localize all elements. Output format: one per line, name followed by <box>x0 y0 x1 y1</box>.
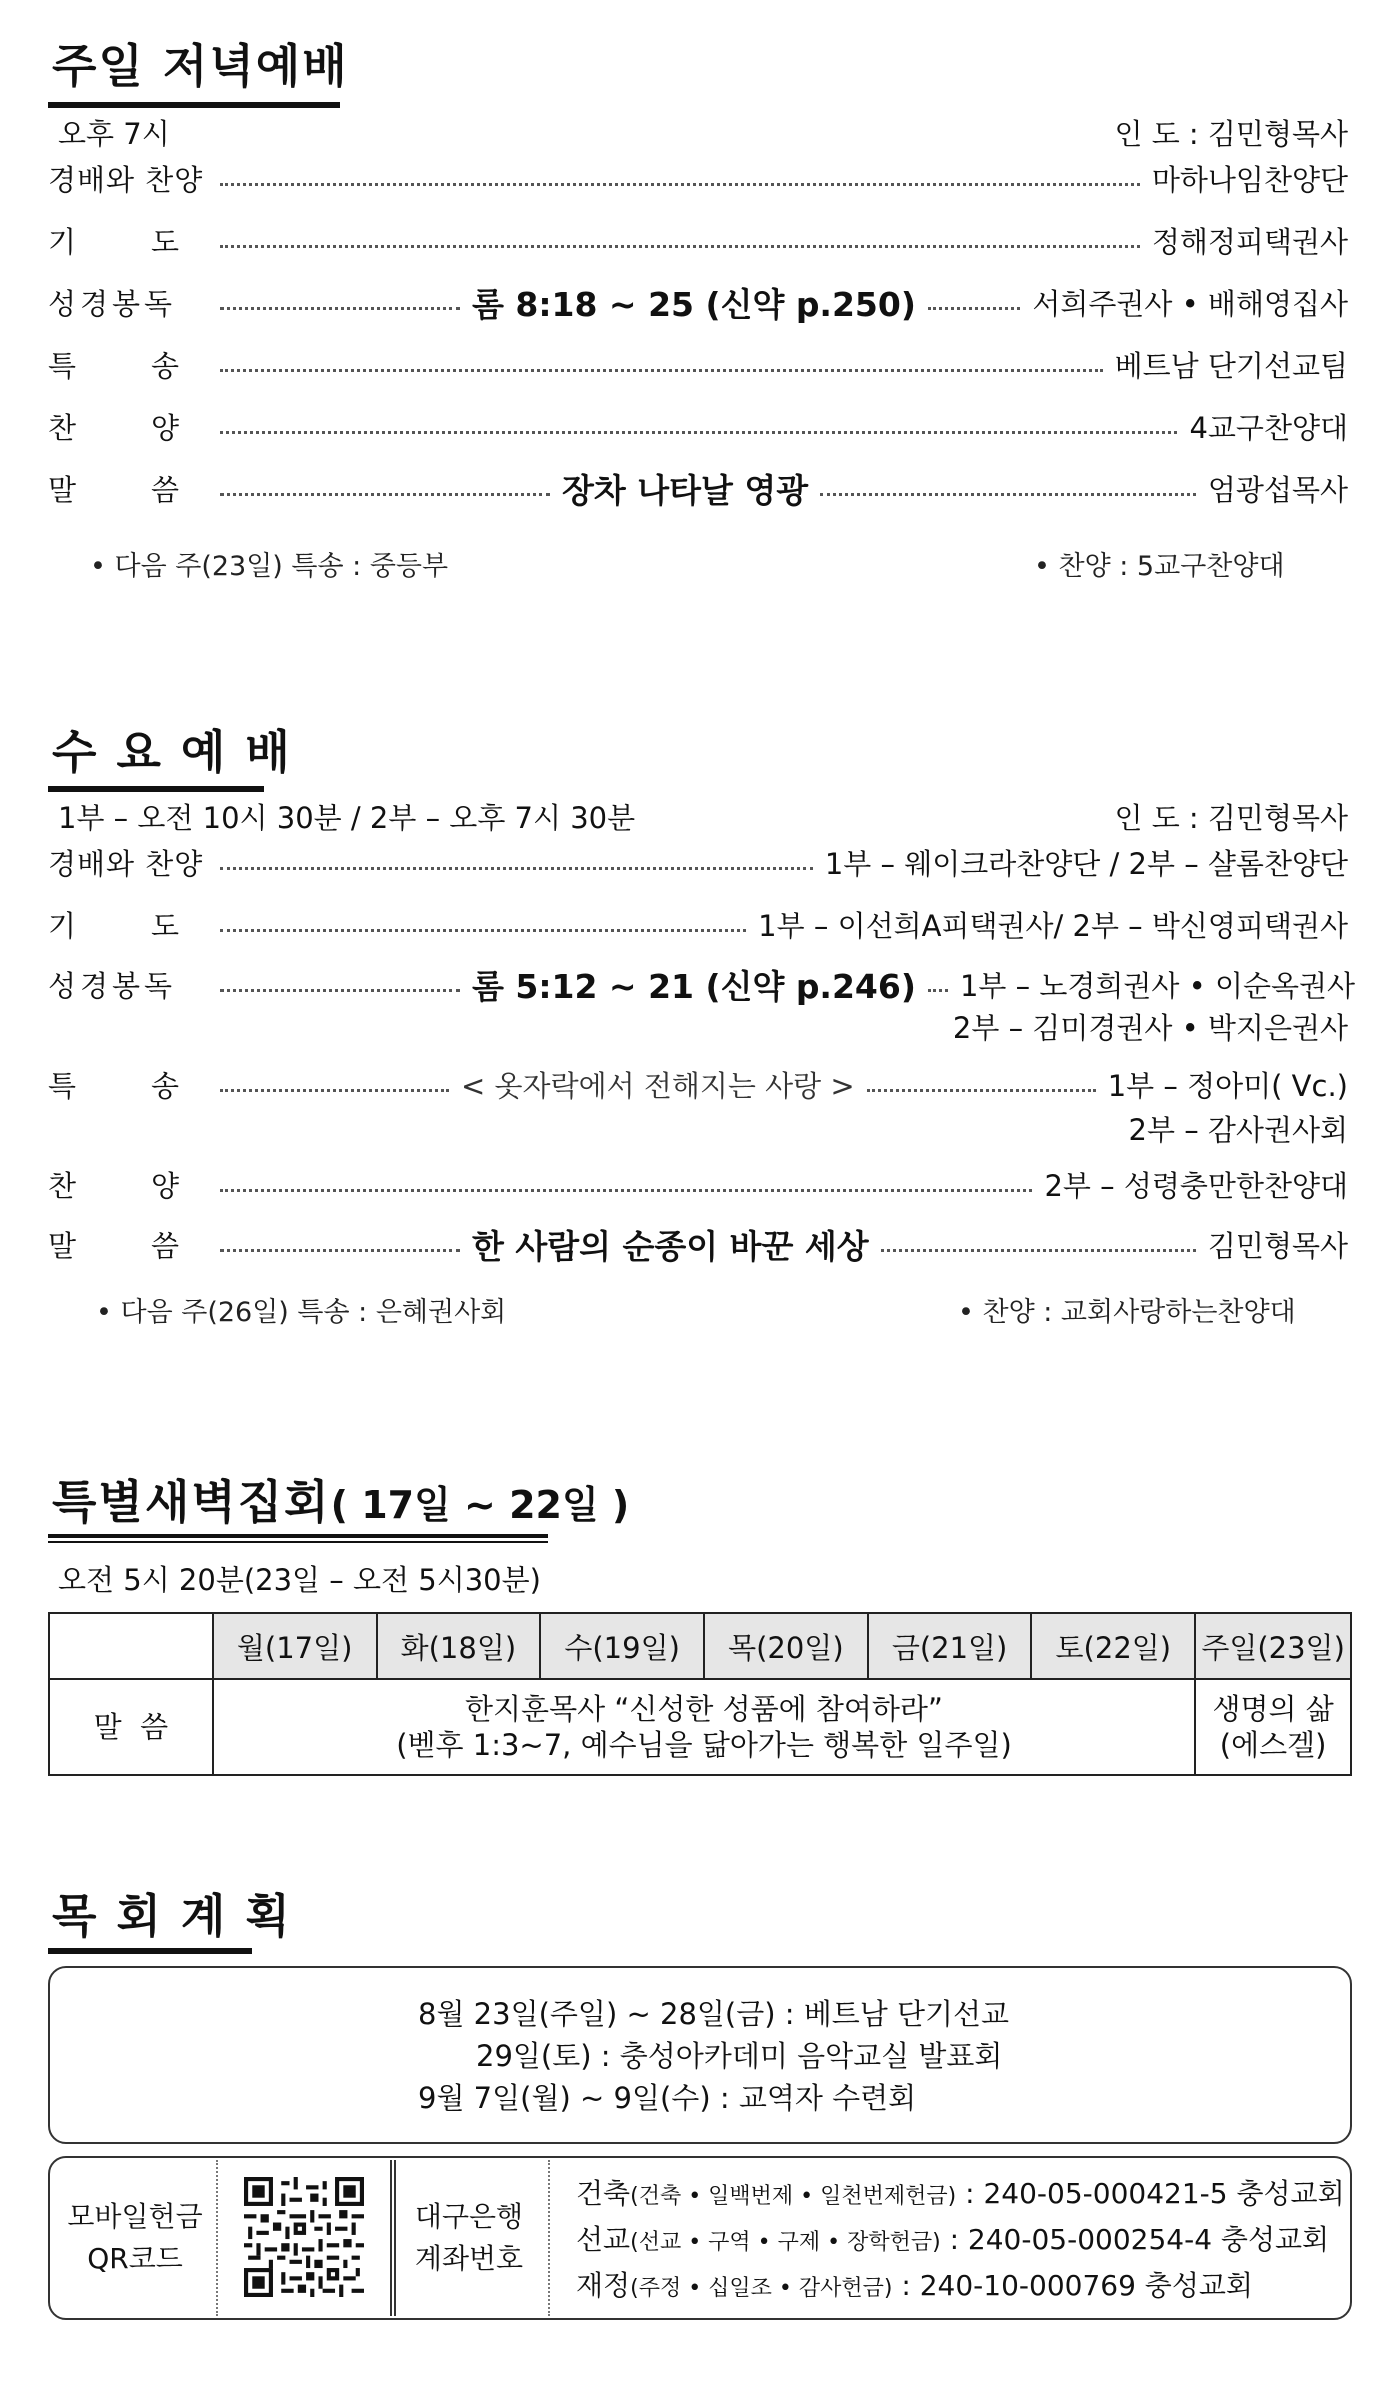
sermon-title: 장차 나타날 영광 <box>562 470 809 510</box>
sermon-title: 한 사람의 순종이 바꾼 세상 <box>472 1226 869 1266</box>
plan-line: 8월 23일(주일) ~ 28일(금) : 베트남 단기선교 <box>418 1997 1010 2031</box>
account-finance: 재정(주정 • 십일조 • 감사헌금) : 240-10-000769 충성교회 <box>576 2269 1253 2302</box>
row-right: 마하나임찬양단 <box>1151 162 1348 197</box>
dawn-time: 오전 5시 20분(23일 – 오전 5시30분) <box>58 1563 541 1597</box>
sunday-row-sermon <box>48 466 1348 510</box>
day-header: 화(18일) <box>377 1613 541 1679</box>
dawn-title: 특별새벽집회( 17일 ~ 22일 ) <box>52 1475 630 1529</box>
bank-account-label: 대구은행 계좌번호 <box>414 2200 524 2275</box>
sunday-row-prayer <box>48 218 1348 262</box>
day-header: 토(22일) <box>1031 1613 1195 1679</box>
special-song-title: < 옷자락에서 전해지는 사랑 > <box>461 1068 855 1103</box>
dawn-title-underline <box>48 1534 548 1538</box>
wednesday-row-scripture <box>48 962 1356 1006</box>
sunday-cell: 생명의 삶 (에스겔) <box>1195 1679 1351 1775</box>
row-right: 1부 – 정아미( Vc.) <box>1107 1068 1348 1103</box>
wednesday-row-sermon <box>48 1222 1348 1266</box>
wednesday-leader: 인 도 : 김민형목사 <box>1114 801 1348 835</box>
row-label: 성경봉독 <box>48 968 177 1003</box>
row-right: 정해정피택권사 <box>1151 224 1348 259</box>
row-label: 기 도 <box>48 908 180 943</box>
wednesday-time: 1부 – 오전 10시 30분 / 2부 – 오후 7시 30분 <box>58 801 636 835</box>
wednesday-title-underline <box>48 786 264 792</box>
day-header: 주일(23일) <box>1195 1613 1351 1679</box>
wednesday-next-week-special: • 다음 주(26일) 특송 : 은혜권사회 <box>96 1297 507 1328</box>
row-label: 성경봉독 <box>48 286 177 321</box>
row-label: 말 씀 <box>48 1228 180 1263</box>
sunday-row-praise <box>48 156 1348 200</box>
wednesday-special-2: 2부 – 감사권사회 <box>1128 1113 1348 1147</box>
table-row <box>49 1679 1351 1775</box>
sunday-next-week-choir: • 찬양 : 5교구찬양대 <box>1034 551 1285 582</box>
sunday-row-special <box>48 342 1348 386</box>
day-header: 금(21일) <box>868 1613 1032 1679</box>
table-header-row <box>49 1613 1351 1679</box>
row-right: 엄광섭목사 <box>1207 472 1348 507</box>
sermon-cell: 한지훈목사 “신성한 성품에 참여하라” (벧후 1:3~7, 예수님을 닮아가는 행복한 일주일) <box>213 1679 1195 1775</box>
sunday-row-choir <box>48 404 1348 448</box>
scripture-reference: 롬 5:12 ~ 21 (신약 p.246) <box>472 966 916 1006</box>
plan-line: 29일(토) : 충성아카데미 음악교실 발표회 <box>476 2039 1003 2073</box>
row-right: 김민형목사 <box>1207 1228 1348 1263</box>
wednesday-row-choir <box>48 1162 1348 1206</box>
plan-title-underline <box>48 1948 252 1954</box>
qr-code-icon[interactable] <box>244 2172 364 2302</box>
sunday-row-scripture <box>48 280 1348 324</box>
row-label: 찬 양 <box>48 1168 180 1203</box>
row-label: 경배와 찬양 <box>48 162 204 197</box>
plan-line: 9월 7일(월) ~ 9일(수) : 교역자 수련회 <box>418 2081 917 2115</box>
sunday-leader: 인 도 : 김민형목사 <box>1114 117 1348 151</box>
wednesday-title: 수 요 예 배 <box>52 725 292 779</box>
row-right: 4교구찬양대 <box>1189 410 1348 445</box>
row-label: 기 도 <box>48 224 180 259</box>
wednesday-row-prayer <box>48 902 1348 946</box>
account-building: 건축(건축 • 일백번제 • 일천번제헌금) : 240-05-000421-5 충성교회 <box>576 2177 1345 2210</box>
row-label: 찬 양 <box>48 410 180 445</box>
dawn-title-dates: ( 17일 ~ 22일 ) <box>330 1483 630 1527</box>
sunday-title: 주일 저녁예배 <box>52 39 349 93</box>
sunday-next-week-special: • 다음 주(23일) 특송 : 중등부 <box>90 551 449 582</box>
row-right: 서희주권사 • 배해영집사 <box>1032 286 1348 321</box>
scripture-reference: 롬 8:18 ~ 25 (신약 p.250) <box>472 284 916 324</box>
plan-title: 목 회 계 획 <box>52 1889 292 1943</box>
mobile-offering-label: 모바일헌금 QR코드 <box>67 2200 203 2275</box>
dawn-schedule-table <box>48 1612 1352 1776</box>
wednesday-next-week-choir: • 찬양 : 교회사랑하는찬양대 <box>958 1297 1296 1328</box>
sunday-time: 오후 7시 <box>58 117 170 151</box>
row-right: 1부 – 노경희권사 • 이순옥권사 <box>959 968 1356 1003</box>
row-label: 말 씀 <box>48 472 180 507</box>
row-label: 특 송 <box>48 348 180 383</box>
wednesday-row-special <box>48 1062 1348 1106</box>
wednesday-row-praise <box>48 840 1348 884</box>
row-label: 특 송 <box>48 1068 180 1103</box>
row-right: 2부 – 성령충만한찬양대 <box>1044 1168 1348 1203</box>
sunday-title-underline <box>48 102 340 108</box>
row-right: 1부 – 이선희A피택권사/ 2부 – 박신영피택권사 <box>758 908 1348 943</box>
day-header: 월(17일) <box>213 1613 377 1679</box>
row-right: 베트남 단기선교팀 <box>1114 348 1348 383</box>
row-label: 경배와 찬양 <box>48 846 204 881</box>
row-label: 말 씀 <box>49 1679 213 1775</box>
wednesday-scripture-readers-2: 2부 – 김미경권사 • 박지은권사 <box>952 1011 1348 1045</box>
day-header: 수(19일) <box>540 1613 704 1679</box>
row-right: 1부 – 웨이크라찬양단 / 2부 – 샬롬찬양단 <box>824 846 1348 881</box>
day-header: 목(20일) <box>704 1613 868 1679</box>
account-mission: 선교(선교 • 구역 • 구제 • 장학헌금) : 240-05-000254-4 충성교회 <box>576 2223 1330 2256</box>
